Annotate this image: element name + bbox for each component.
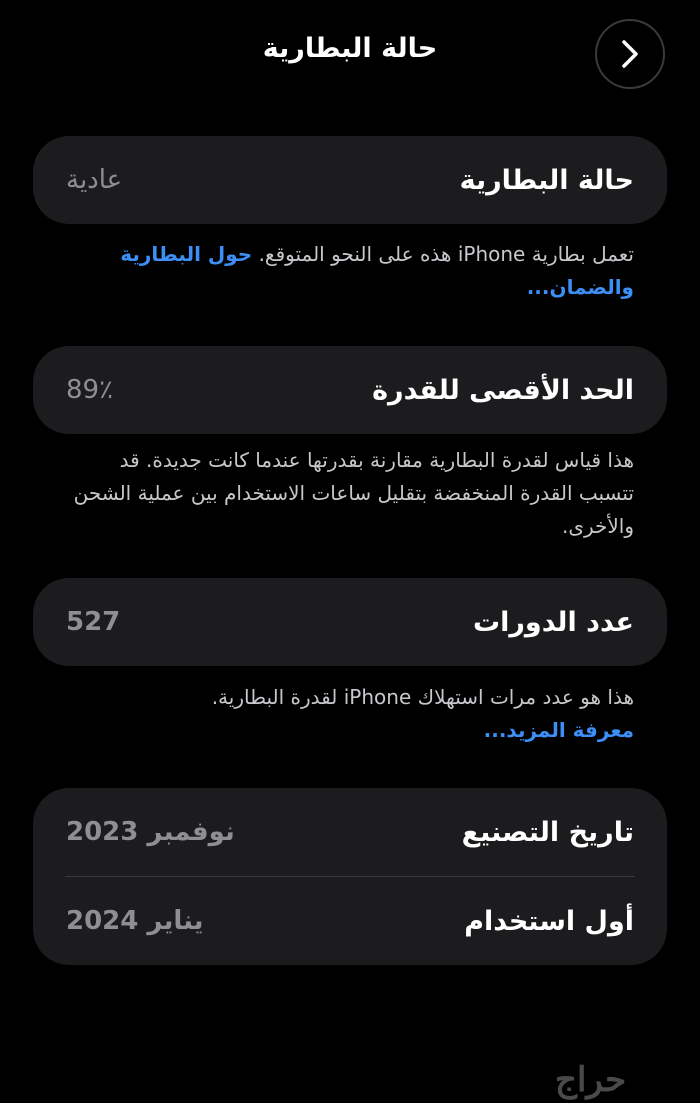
battery-health-footnote (62, 238, 634, 304)
cycle-count-row (33, 578, 667, 666)
navigation-bar (0, 0, 700, 110)
battery-health-note: تعمل بطارية iPhone هذه على النحو المتوقع. (258, 242, 634, 266)
chevron-right-icon (619, 38, 641, 70)
max-capacity-row (33, 346, 667, 434)
max-capacity-note: هذا قياس لقدرة البطارية مقارنة بقدرتها عندما كانت جديدة. قد تتسبب القدرة المنخفضة بتقليل ساعات الاستخدام بين عملية الشحن والأخرى. (73, 448, 634, 538)
battery-health-value: عادية (66, 165, 123, 195)
back-button[interactable] (595, 19, 665, 89)
dates-card (33, 788, 667, 965)
cycle-count-footnote (62, 681, 634, 747)
page-title: حالة البطارية (262, 33, 438, 64)
manufacture-date-value: نوفمبر 2023 (66, 817, 235, 847)
first-use-value: يناير 2024 (66, 906, 204, 936)
cycle-count-value: 527 (66, 607, 121, 637)
first-use-label: أول استخدام (464, 905, 634, 937)
battery-health-row (33, 136, 667, 224)
battery-health-card (33, 136, 667, 224)
first-use-row (33, 877, 667, 965)
max-capacity-footnote (62, 444, 634, 543)
max-capacity-card (33, 346, 667, 434)
manufacture-date-row (33, 788, 667, 876)
cycle-count-note: هذا هو عدد مرات استهلاك iPhone لقدرة البطارية. (211, 685, 634, 709)
manufacture-date-label: تاريخ التصنيع (461, 816, 634, 848)
haraj-watermark: حراج (555, 1060, 627, 1100)
battery-health-label: حالة البطارية (459, 164, 634, 196)
learn-more-link[interactable]: معرفة المزيد... (483, 718, 634, 742)
cycle-count-label: عدد الدورات (473, 606, 634, 638)
battery-warranty-link[interactable]: حول البطارية والضمان... (120, 242, 634, 299)
max-capacity-label: الحد الأقصى للقدرة (372, 374, 634, 406)
max-capacity-value: 89٪ (66, 375, 114, 405)
cycle-count-card (33, 578, 667, 666)
